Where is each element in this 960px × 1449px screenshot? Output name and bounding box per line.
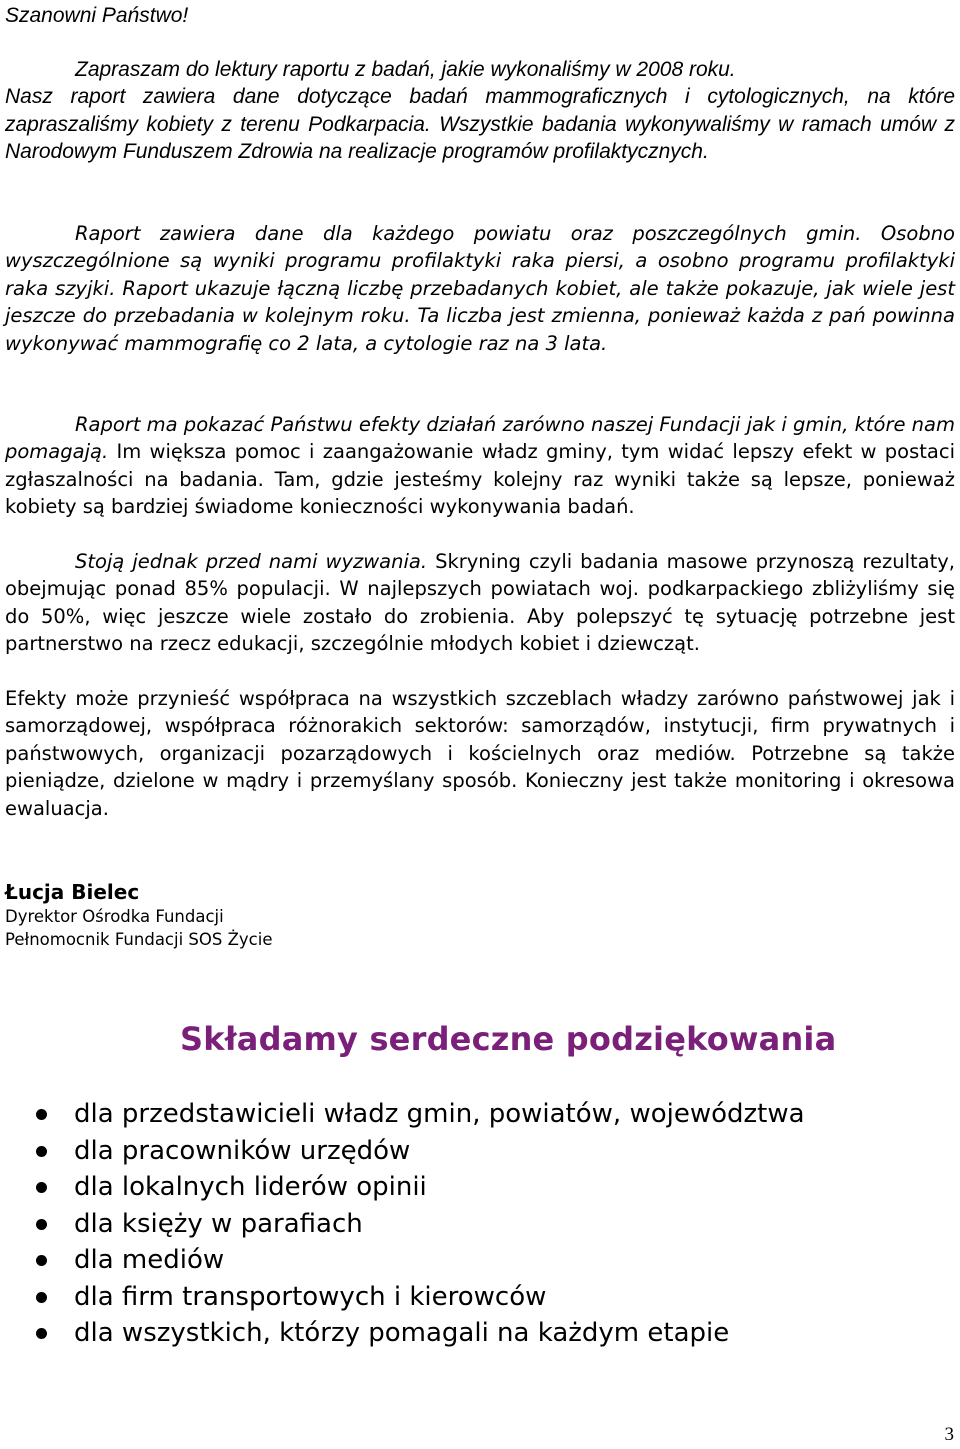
signature-role-proxy: Pełnomocnik Fundacji SOS Życie — [5, 930, 273, 949]
letter-greeting: Szanowni Państwo! — [5, 4, 189, 27]
list-item — [36, 1133, 805, 1170]
effects-regular-text: Im większa pomoc i zaangażowanie władz gminy, tym widać lepszy efekt w postaci zgłaszalności na badania. Tam, gdzie jesteśmy kolejny raz wyniki także są lepsze, ponieważ kobiety są bardziej świadome konieczności wykonywania badań. — [5, 440, 955, 519]
list-item — [36, 1315, 805, 1352]
powiat-text: Raport zawiera dane dla każdego powiatu oraz poszczególnych gmin. Osobno wyszczególnione są wyniki programu profilaktyki raka piersi, a osobno programu profilaktyki raka szyjki. Raport ukazuje łączną liczbę przebadanych kobiet, ale także pokazuje, jak wiele jest jeszcze do przebadania w kolejnym roku. Ta liczba jest zmienna, ponieważ każda z pań powinna wykonywać mammografię co 2 lata, a cytologie raz na 3 lata. — [5, 222, 955, 355]
page-number: 3 — [944, 1424, 954, 1445]
intro-lead: Zapraszam do lektury raportu z badań, jakie wykonaliśmy w 2008 roku. — [75, 58, 736, 81]
intro-body: Nasz raport zawiera dane dotyczące badań mammograficznych i cytologicznych, na które zapraszaliśmy kobiety z terenu Podkarpacia. Wszystkie badania wykonywaliśmy w ramach umów z Narodowym Funduszem Zdrowia na realizacje programów profilaktycznych. — [5, 85, 955, 164]
effects-paragraph — [5, 411, 955, 521]
bullet-icon — [36, 1109, 47, 1120]
list-item — [36, 1096, 805, 1133]
bullet-icon — [36, 1146, 47, 1157]
challenges-regular-text: Skryning czyli badania masowe przynoszą rezultaty, obejmując ponad 85% populacji. W najlepszych powiatach woj. podkarpackiego zbliżyliśmy się do 50%, więc jeszcze wiele zostało do zrobienia. Aby polepszyć tę sytuację potrzebne jest partnerstwo na rzecz edukacji, szczególnie młodych kobiet i dziewcząt. — [5, 550, 955, 656]
list-item-text: dla przedstawicieli władz gmin, powiatów, województwa — [74, 1099, 805, 1129]
list-item-text: dla księży w parafiach — [74, 1208, 363, 1239]
thanks-list — [36, 1096, 805, 1352]
bullet-icon — [36, 1255, 47, 1266]
bullet-icon — [36, 1292, 47, 1303]
list-item-text: dla firm transportowych i kierowców — [74, 1281, 547, 1312]
list-item-text: dla wszystkich, którzy pomagali na każdym etapie — [74, 1318, 730, 1348]
thanks-heading: Składamy serdeczne podziękowania — [180, 1020, 837, 1058]
bullet-icon — [36, 1219, 47, 1230]
challenges-italic-text: Stoją jednak przed nami wyzwania. — [75, 550, 428, 573]
effects-italic-text: Raport ma pokazać Państwu efekty działań zarówno naszej Fundacji jak i gmin, które nam pomagają. — [5, 413, 955, 464]
list-item-text: dla pracowników urzędów — [74, 1135, 411, 1166]
signature-name: Łucja Bielec — [5, 880, 140, 904]
bullet-icon — [36, 1328, 47, 1339]
list-item-text: dla lokalnych liderów opinii — [74, 1172, 427, 1202]
signature-role-director: Dyrektor Ośrodka Fundacji — [5, 907, 224, 926]
list-item — [36, 1206, 805, 1243]
list-item — [36, 1242, 805, 1279]
bullet-icon — [36, 1182, 47, 1193]
list-item-text: dla mediów — [74, 1245, 225, 1275]
intro-paragraph — [5, 56, 955, 166]
list-item — [36, 1169, 805, 1206]
powiat-paragraph — [5, 220, 955, 357]
challenges-paragraph — [5, 548, 955, 658]
list-item — [36, 1279, 805, 1316]
cooperation-paragraph — [5, 685, 955, 822]
cooperation-text: Efekty może przynieść współpraca na wszystkich szczeblach władzy zarówno państwowej jak i samorządowej, współpraca różnorakich sektorów: samorządów, instytucji, firm prywatnych i państwowych, organizacji pozarządowych i kościelnych oraz mediów. Potrzebne są także pieniądze, dzielone w mądry i przemyślany sposób. Konieczny jest także monitoring i okresowa ewaluacja. — [5, 687, 955, 820]
